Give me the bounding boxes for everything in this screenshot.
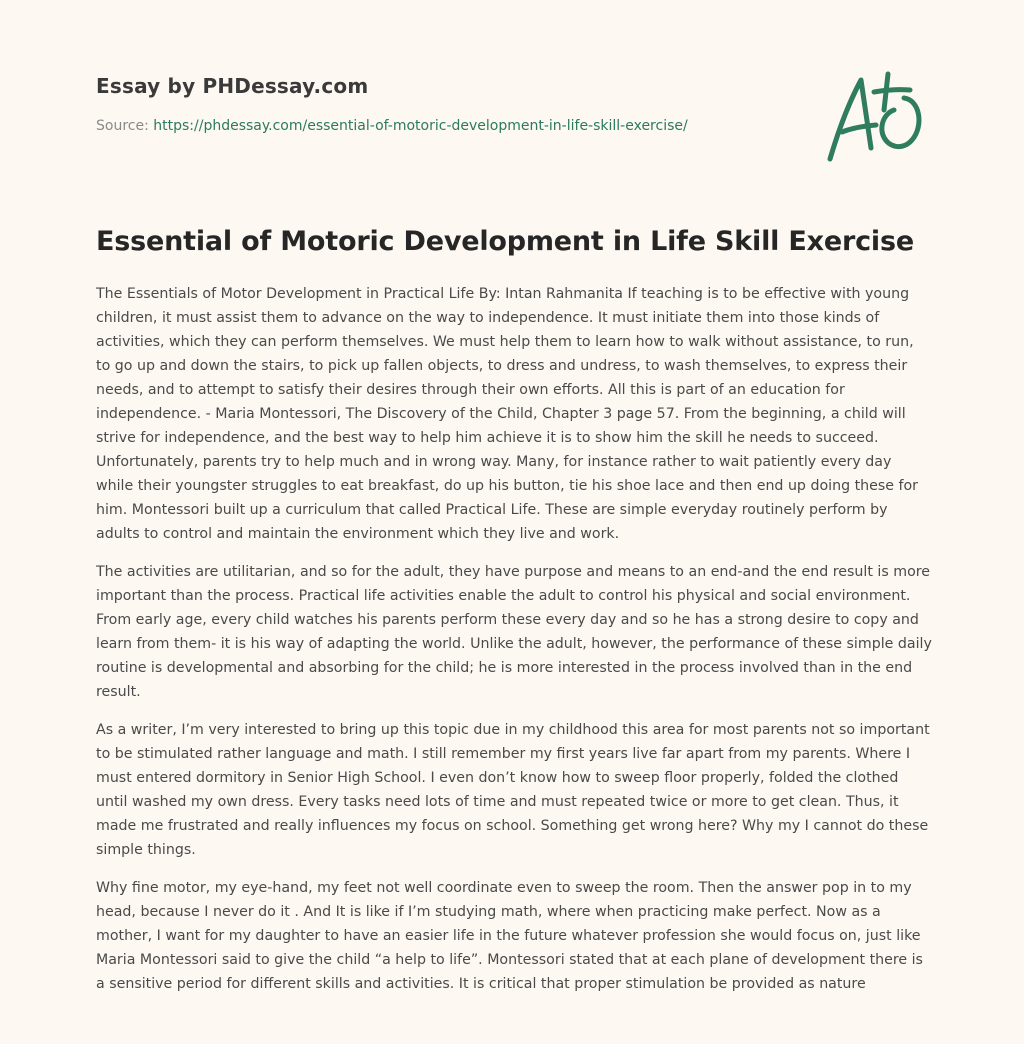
header bbox=[96, 74, 796, 134]
paragraph: Why fine motor, my eye-hand, my feet not well coordinate even to sweep the room. Then the answer pop in to my head, because I never do it . And It is like if I’m studying math, where when practicing make perfect. Now as a mother, I want for my daughter to have an easier life in the future whatever profession she would focus on, just like Maria Montessori said to give the child “a help to life”. Montessori stated that at each plane of development there is a sensitive period for different skills and activities. It is critical that proper stimulation be provided as nature bbox=[96, 880, 923, 992]
site-title: Essay by PHDessay.com bbox=[96, 74, 369, 98]
page-title: Essential of Motoric Development in Life Skill Exercise bbox=[96, 226, 914, 257]
article bbox=[96, 226, 932, 1010]
source-label: Source: bbox=[96, 118, 149, 134]
paragraph: The activities are utilitarian, and so for the adult, they have purpose and means to an end-and the end result is more important than the process. Practical life activities enable the adult to control his physical and social environment. From early age, every child watches his parents perform these every day and so he has a strong desire to copy and learn from them- it is his way of adapting the world. Unlike the adult, however, the performance of these simple daily routine is developmental and absorbing for the child; he is more interested in the process involved than in the end result. bbox=[96, 564, 932, 700]
paragraph: As a writer, I’m very interested to bring up this topic due in my childhood this area for most parents not so important to be stimulated rather language and math. I still remember my first years live far apart from my parents. Where I must entered dormitory in Senior High School. I even don’t know how to sweep floor properly, folded the clothed until washed my own dress. Every tasks need lots of time and must repeated twice or more to get clean. Thus, it made me frustrated and really influences my focus on school. Something get wrong here? Why my I cannot do these simple things. bbox=[96, 722, 930, 858]
source-link[interactable]: https://phdessay.com/essential-of-motoric-development-in-life-skill-exercise/ bbox=[153, 118, 688, 134]
source-line bbox=[96, 118, 796, 134]
paragraph: The Essentials of Motor Development in Practical Life By: Intan Rahmanita If teaching is to be effective with young children, it must assist them to advance on the way to independence. It must initiate them into those kinds of activities, which they can perform themselves. We must help them to learn how to walk without assistance, to run, to go up and down the stairs, to pick up fallen objects, to dress and undress, to wash themselves, to express their needs, and to attempt to satisfy their desires through their own efforts. All this is part of an education for independence. - Maria Montessori, The Discovery of the Child, Chapter 3 page 57. From the beginning, a child will strive for independence, and the best way to help him achieve it is to show him the skill he needs to succeed. Unfortunately, parents try to help much and in wrong way. Many, for instance rather to wait patiently every day while their youngster struggles to eat breakfast, do up his button, tie his shoe lace and then end up doing these for him. Montessori built up a curriculum that called Practical Life. These are simple everyday routinely perform by adults to control and maintain the environment which they live and work. bbox=[96, 286, 919, 542]
a-plus-logo-icon bbox=[824, 70, 928, 164]
